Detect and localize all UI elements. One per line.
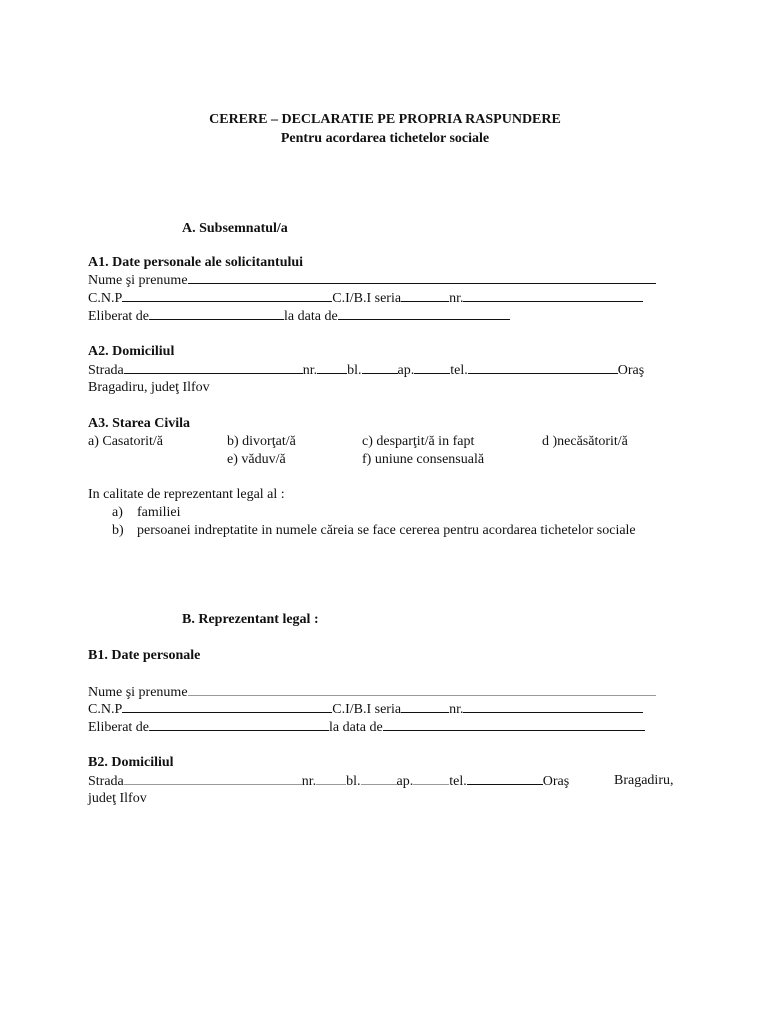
a2-ap-label: ap. xyxy=(397,363,415,378)
a1-id-row xyxy=(88,289,643,308)
a2-tel-field[interactable] xyxy=(468,361,618,374)
document-subtitle: Pentru acordarea tichetelor sociale xyxy=(280,131,490,146)
b2-nr-field[interactable] xyxy=(316,772,346,785)
a1-ci-label: C.I/B.I seria xyxy=(332,291,402,306)
b2-bl-field[interactable] xyxy=(361,772,397,785)
a2-street-label: Strada xyxy=(88,363,124,378)
list-item-text: familiei xyxy=(137,505,181,520)
a1-nr-label: nr. xyxy=(449,291,464,306)
b2-heading-text: . Domiciliul xyxy=(104,755,174,770)
b2-heading-code: B2 xyxy=(88,755,105,770)
a2-locality: Bragadiru, judeţ Ilfov xyxy=(88,380,210,395)
a3-heading xyxy=(88,415,190,433)
a3-option-separated[interactable]: c) desparţit/ă in fapt xyxy=(362,434,475,449)
a2-street-field[interactable] xyxy=(124,361,303,374)
a3-option-married[interactable]: a) Casatorit/ă xyxy=(88,434,164,449)
a2-bl-field[interactable] xyxy=(362,361,398,374)
a1-ci-number-field[interactable] xyxy=(463,289,643,302)
a2-tel-label: tel. xyxy=(450,363,468,378)
a3-option-widowed[interactable]: e) văduv/ă xyxy=(227,452,286,467)
a2-bl-label: bl. xyxy=(347,363,362,378)
b2-tel-label: tel. xyxy=(449,774,467,789)
a1-cnp-label: C.N.P xyxy=(88,291,123,306)
b1-date-field[interactable] xyxy=(383,718,645,731)
b2-county: judeţ Ilfov xyxy=(88,791,147,806)
a1-name-row xyxy=(88,271,656,290)
a3-option-unmarried[interactable]: d )necăsătorit/ă xyxy=(542,434,628,449)
a3-heading-code: A3 xyxy=(88,416,106,431)
a2-heading-text: . Domiciliul xyxy=(105,344,175,359)
a1-heading: A1. Date personale ale solicitantului xyxy=(88,255,304,270)
b1-date-label: la data de xyxy=(329,720,383,735)
a2-address-row xyxy=(88,361,644,380)
b1-ci-series-field[interactable] xyxy=(401,700,449,713)
representative-intro: In calitate de reprezentant legal al : xyxy=(88,487,285,502)
b1-cnp-label: C.N.P xyxy=(88,702,123,717)
b2-nr-label: nr. xyxy=(301,774,317,789)
a1-cnp-field[interactable] xyxy=(122,289,332,302)
representative-item-a[interactable] xyxy=(112,504,181,522)
section-a-heading: A. Subsemnatul/a xyxy=(182,221,288,236)
b2-tel-field[interactable] xyxy=(467,772,543,785)
b2-address-row xyxy=(88,772,569,791)
a1-issued-label: Eliberat de xyxy=(88,309,150,324)
b1-heading: B1. Date personale xyxy=(88,648,201,663)
b1-issued-field[interactable] xyxy=(149,718,329,731)
a3-heading-text: . Starea Civila xyxy=(105,416,191,431)
b2-ap-field[interactable] xyxy=(413,772,449,785)
b1-id-row xyxy=(88,700,643,719)
list-marker: a) xyxy=(112,505,123,520)
a3-option-divorced[interactable]: b) divorţat/ă xyxy=(227,434,296,449)
a2-heading-code: A2 xyxy=(88,344,106,359)
b2-city-label: Oraş xyxy=(542,774,570,789)
b2-street-field[interactable] xyxy=(124,772,302,785)
section-b-heading: B. Reprezentant legal : xyxy=(182,612,319,627)
b1-cnp-field[interactable] xyxy=(122,700,332,713)
b1-issued-label: Eliberat de xyxy=(88,720,150,735)
list-marker: b) xyxy=(112,523,124,538)
b2-ap-label: ap. xyxy=(396,774,414,789)
document-title: CERERE – DECLARATIE PE PROPRIA RASPUNDERE xyxy=(209,112,561,127)
a2-nr-field[interactable] xyxy=(317,361,347,374)
a3-option-consensual[interactable]: f) uniune consensuală xyxy=(362,452,485,467)
b2-bl-label: bl. xyxy=(346,774,361,789)
a2-ap-field[interactable] xyxy=(414,361,450,374)
list-item-text: persoanei indreptatite in numele căreia se face cererea pentru acordarea tichetelor sociale xyxy=(137,523,636,538)
b2-street-label: Strada xyxy=(88,774,124,789)
a1-date-label: la data de xyxy=(284,309,338,324)
a1-issued-row xyxy=(88,307,510,326)
a1-date-field[interactable] xyxy=(338,307,510,320)
a2-heading xyxy=(88,343,174,361)
a1-issued-field[interactable] xyxy=(149,307,284,320)
b1-name-label: Nume şi prenume xyxy=(88,685,188,700)
a2-nr-label: nr. xyxy=(302,363,318,378)
b2-heading xyxy=(88,754,174,772)
a1-name-field[interactable] xyxy=(188,271,656,284)
representative-item-b[interactable] xyxy=(112,522,636,540)
b1-nr-label: nr. xyxy=(449,702,464,717)
a1-name-label: Nume şi prenume xyxy=(88,273,188,288)
a2-city-label: Oraş xyxy=(617,363,645,378)
b1-issued-row xyxy=(88,718,645,737)
b2-city-value: Bragadiru, xyxy=(614,773,674,788)
b1-name-field[interactable] xyxy=(188,683,656,696)
b1-ci-number-field[interactable] xyxy=(463,700,643,713)
a1-ci-series-field[interactable] xyxy=(401,289,449,302)
b1-ci-label: C.I/B.I seria xyxy=(332,702,402,717)
